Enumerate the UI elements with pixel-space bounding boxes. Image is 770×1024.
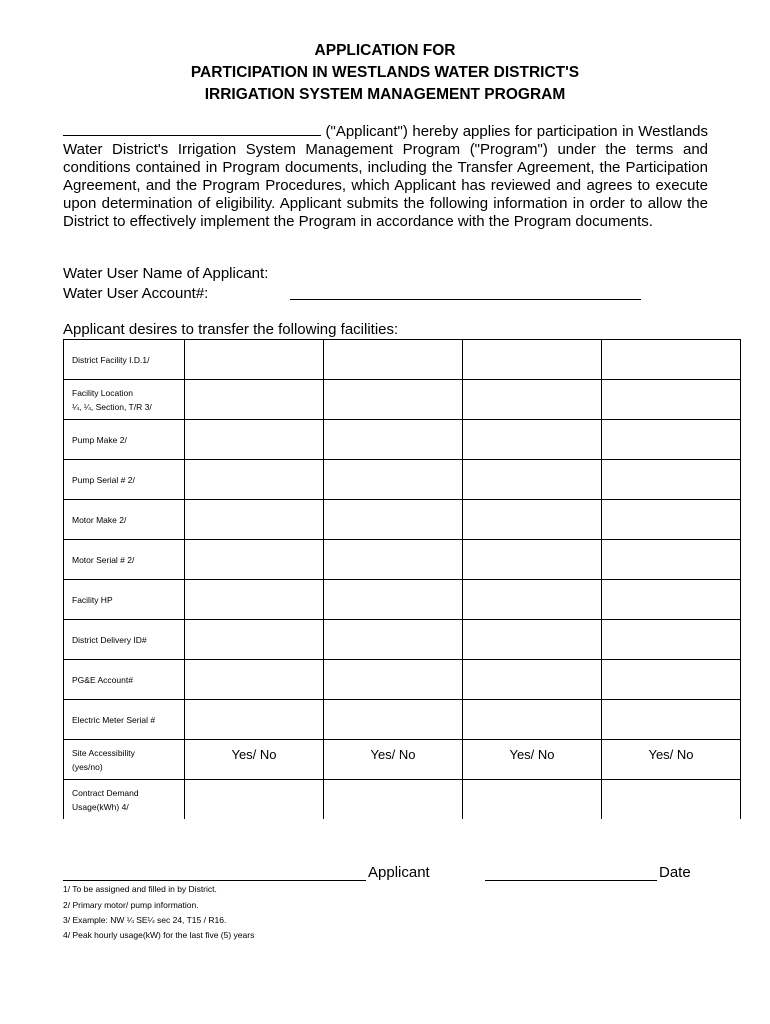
facility-cell[interactable] (602, 780, 741, 820)
table-row (64, 780, 741, 820)
facility-cell[interactable] (463, 700, 602, 740)
table-row (64, 540, 741, 580)
facility-cell[interactable] (463, 380, 602, 420)
facility-cell[interactable] (602, 540, 741, 580)
date-line[interactable] (485, 880, 657, 881)
row-label-text: Facility Location (72, 387, 133, 398)
footnote-2: 2/ Primary motor/ pump information. (63, 900, 199, 910)
title-line-3: IRRIGATION SYSTEM MANAGEMENT PROGRAM (204, 86, 566, 103)
row-label-text-2: ¼, ¼, Section, T/R 3/ (72, 401, 152, 412)
facility-cell[interactable] (602, 460, 741, 500)
water-user-account-blank[interactable] (290, 299, 641, 300)
row-label (64, 740, 185, 780)
applicant-signature-line[interactable] (63, 880, 366, 881)
row-label-text: PG&E Account# (72, 674, 133, 685)
table-row (64, 500, 741, 540)
facility-cell[interactable] (185, 500, 324, 540)
row-label (64, 380, 185, 420)
yes-no-option[interactable]: Yes/ No (370, 747, 416, 762)
facility-cell[interactable] (463, 340, 602, 380)
facility-cell[interactable] (602, 340, 741, 380)
row-label-text: Electric Meter Serial # (72, 714, 156, 725)
facility-cell[interactable] (185, 540, 324, 580)
row-label-text-2: (yes/no) (72, 761, 103, 772)
intro-text: hereby applies for participation in Westlands Water District's Irrigation System Management Program ("Program") under the terms and conditions contained in Program documents, including the Transfer Agreement, the Participation Agreement, and the Program Procedures, which Applicant has reviewed and agrees to execute upon determination of eligibility. Applicant submits the following information in order to allow the District to effectively implement the Program in accordance with the Program documents. (63, 123, 709, 230)
row-label-text: Motor Serial # 2/ (72, 554, 135, 565)
row-label-text: Contract Demand (72, 787, 139, 798)
facility-cell[interactable] (185, 620, 324, 660)
row-label-text: District Facility I.D.1/ (72, 354, 150, 365)
facility-cell[interactable] (324, 460, 463, 500)
footnote-3: 3/ Example: NW ¼ SE¼ sec 24, T15 / R16. (63, 915, 227, 925)
applicant-signature-label: Applicant (368, 864, 430, 881)
row-label-text: Pump Make 2/ (72, 434, 127, 445)
row-label (64, 420, 185, 460)
yes-no-option[interactable]: Yes/ No (231, 747, 277, 762)
facility-cell[interactable] (185, 660, 324, 700)
row-label (64, 580, 185, 620)
facility-cell[interactable] (463, 660, 602, 700)
facility-cell[interactable] (463, 460, 602, 500)
facility-cell[interactable] (324, 580, 463, 620)
row-label-text: District Delivery ID# (72, 634, 147, 645)
row-label (64, 700, 185, 740)
facility-cell[interactable] (324, 420, 463, 460)
row-label-text-2: Usage(kWh) 4/ (72, 801, 129, 812)
facility-cell[interactable] (324, 700, 463, 740)
table-row (64, 340, 741, 380)
table-row (64, 700, 741, 740)
table-row (64, 620, 741, 660)
applicant-name-blank[interactable] (63, 135, 321, 136)
facility-cell[interactable] (185, 380, 324, 420)
facility-cell[interactable] (324, 540, 463, 580)
facility-cell[interactable] (602, 740, 741, 780)
title-line-2: PARTICIPATION IN WESTLANDS WATER DISTRICT'S (190, 64, 580, 81)
facilities-table (63, 339, 741, 819)
facility-cell[interactable] (602, 380, 741, 420)
facility-cell[interactable] (602, 420, 741, 460)
facility-cell[interactable] (185, 740, 324, 780)
intro-paragraph (63, 123, 708, 231)
row-label-text: Site Accessibility (72, 747, 135, 758)
facilities-intro: Applicant desires to transfer the following facilities: (63, 321, 399, 338)
facility-cell[interactable] (324, 620, 463, 660)
water-user-name-label: Water User Name of Applicant: (63, 265, 269, 282)
facility-cell[interactable] (324, 340, 463, 380)
water-user-account-label: Water User Account#: (63, 285, 209, 302)
date-label: Date (659, 864, 691, 881)
table-row (64, 740, 741, 780)
facility-cell[interactable] (602, 660, 741, 700)
title-line-1: APPLICATION FOR (314, 42, 456, 59)
facility-cell[interactable] (463, 500, 602, 540)
facility-cell[interactable] (602, 700, 741, 740)
row-label (64, 500, 185, 540)
facility-cell[interactable] (185, 700, 324, 740)
facility-cell[interactable] (324, 780, 463, 820)
facility-cell[interactable] (324, 740, 463, 780)
facility-cell[interactable] (185, 580, 324, 620)
facility-cell[interactable] (463, 620, 602, 660)
facility-cell[interactable] (463, 540, 602, 580)
yes-no-option[interactable]: Yes/ No (509, 747, 555, 762)
row-label-text: Facility HP (72, 594, 113, 605)
applicant-tag: ("Applicant") (325, 123, 408, 140)
facility-cell[interactable] (463, 580, 602, 620)
table-row (64, 660, 741, 700)
row-label (64, 460, 185, 500)
row-label (64, 660, 185, 700)
table-row (64, 380, 741, 420)
facility-cell[interactable] (185, 460, 324, 500)
table-row (64, 420, 741, 460)
row-label (64, 780, 185, 820)
row-label (64, 620, 185, 660)
facility-cell[interactable] (324, 500, 463, 540)
footnote-4: 4/ Peak hourly usage(kW) for the last five (5) years (63, 930, 255, 940)
row-label (64, 540, 185, 580)
facility-cell[interactable] (602, 620, 741, 660)
facility-cell[interactable] (602, 500, 741, 540)
facility-cell[interactable] (185, 420, 324, 460)
table-row (64, 580, 741, 620)
facility-cell[interactable] (463, 420, 602, 460)
facility-cell[interactable] (463, 740, 602, 780)
table-row (64, 460, 741, 500)
yes-no-option[interactable]: Yes/ No (648, 747, 694, 762)
row-label-text: Pump Serial # 2/ (72, 474, 135, 485)
footnote-1: 1/ To be assigned and filled in by District. (63, 884, 217, 894)
facility-cell[interactable] (602, 580, 741, 620)
row-label-text: Motor Make 2/ (72, 514, 127, 525)
facility-cell[interactable] (324, 380, 463, 420)
facility-cell[interactable] (185, 780, 324, 820)
facility-cell[interactable] (463, 780, 602, 820)
facility-cell[interactable] (324, 660, 463, 700)
facility-cell[interactable] (185, 340, 324, 380)
row-label (64, 340, 185, 380)
